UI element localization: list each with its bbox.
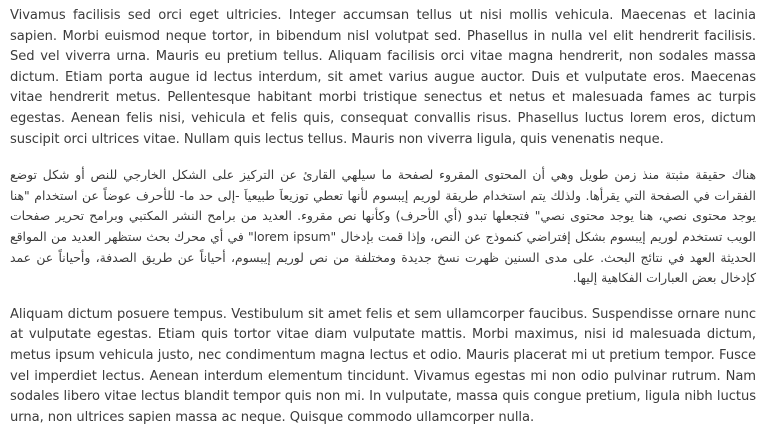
paragraph-latin-closing: Aliquam dictum posuere tempus. Vestibulum sit amet felis et sem ullamcorper faucibus. Suspendisse ornare nunc at vulputate egestas. Etiam quis tortor vitae diam vulputate mattis. Morbi maximus, nisi id malesuada dictum, metus ipsum vehicula justo, nec condimentum magna lectus et odio. Mauris placerat mi ut pretium tempor. Fusce vel imperdiet lectus. Aenean interdum elementum tincidunt. Vivamus egestas mi non odio pulvinar rutrum. Nam sodales libero vitae lectus blandit tempor quis non mi. In vulputate, massa quis congue pretium, ligula nibh luctus urna, non ultrices sapien massa ac neque. Quisque commodo ullamcorper nulla. xyxy=(10,306,756,425)
paragraph-latin-intro: Vivamus facilisis sed orci eget ultricies. Integer accumsan tellus ut nisi mollis vehicula. Maecenas et lacinia sapien. Morbi euismod neque tortor, in bibendum nisl volutpat sed. Phasellus in nulla vel elit hendrerit facilisis. Sed vel viverra urna. Mauris eu pretium tellus. Aliquam facilisis orci vitae magna hendrerit, non sodales massa dictum. Etiam porta augue id lectus interdum, sit amet varius augue auctor. Duis et vulputate eros. Maecenas vitae hendrerit metus. Pellentesque habitant morbi tristique senectus et netus et malesuada fames ac turpis egestas. Aenean felis nisi, vehicula et felis quis, consequat convallis risus. Phasellus luctus lorem eros, dictum suscipit orci ultrices vitae. Nullam quis lectus tellus. Mauris non viverra ligula, quis venenatis neque. xyxy=(10,8,756,147)
paragraph-arabic: هناك حقيقة مثبتة منذ زمن طويل وهي أن المحتوى المقروء لصفحة ما سيلهي القارئ عن التركيز على الشكل الخارجي للنص أو شكل توضع الفقرات في الصفحة التي يقرأها. ولذلك يتم استخدام طريقة لوريم إيبسوم لأنها تعطي توزيعاَ طبيعياَ -إلى حد ما- للأحرف عوضاً عن استخدام "هنا يوجد محتوى نصي، هنا يوجد محتوى نصي" فتجعلها تبدو (أي الأحرف) وكأنها نص مقروء. العديد من برامح النشر المكتبي وبرامح تحرير صفحات الويب تستخدم لوريم إيبسوم بشكل إفتراضي كنموذج عن النص، وإذا قمت بإدخال "lorem ipsum" في أي محرك بحث ستظهر العديد من المواقع الحديثة العهد في نتائج البحث. على مدى السنين ظهرت نسخ جديدة ومختلفة من نص لوريم إيبسوم، أحياناً عن طريق الصدفة، وأحياناً عن عمد كإدخال بعض العبارات الفكاهية إليها. xyxy=(10,167,756,286)
document-body xyxy=(10,6,756,428)
